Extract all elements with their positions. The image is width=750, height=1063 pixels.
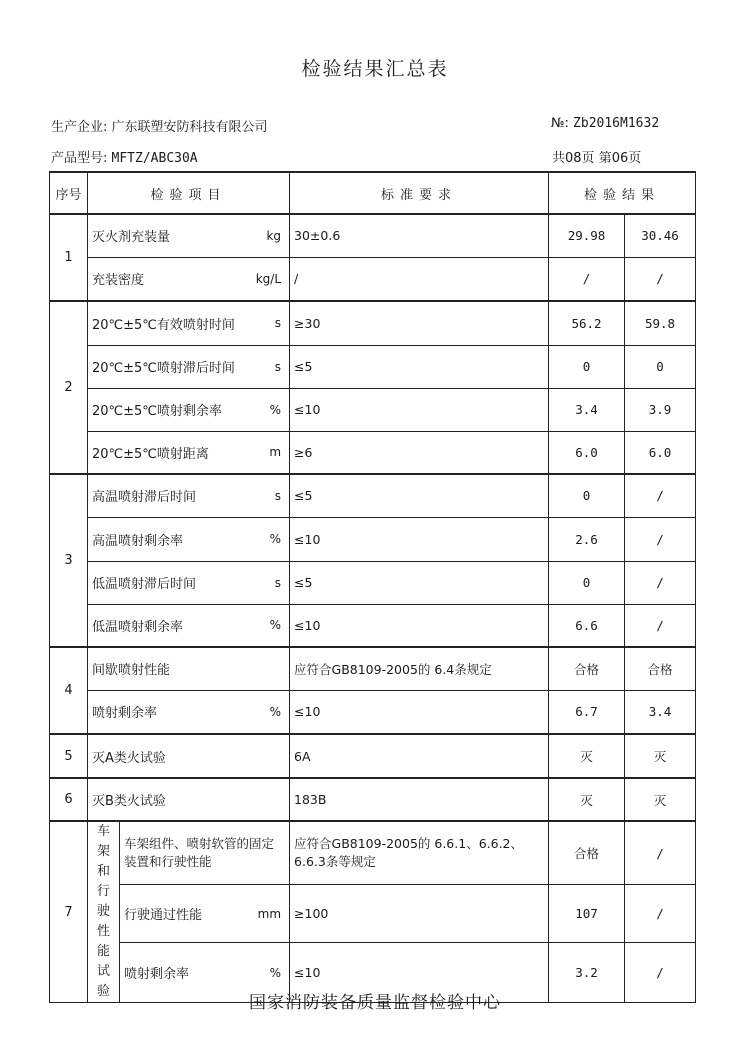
result-sample-2: / — [625, 821, 696, 885]
total-pages: 共08页 — [552, 151, 595, 166]
issuer-name: 国家消防装备质量监督检验中心 — [249, 993, 501, 1013]
result-sample-2: / — [625, 885, 696, 943]
results-table — [49, 171, 696, 1003]
item-cell — [88, 388, 290, 431]
item-unit: % — [269, 402, 282, 417]
result-sample-1: 29.98 — [549, 214, 625, 257]
item-cell — [88, 690, 290, 734]
seq-number: 3 — [50, 474, 88, 647]
table-row — [50, 821, 696, 885]
seq-number: 7 — [50, 821, 88, 1003]
item-cell — [88, 561, 290, 604]
result-sample-2: 灭 — [625, 778, 696, 821]
result-sample-1: 107 — [549, 885, 625, 943]
requirement-cell: ≥30 — [290, 301, 549, 345]
item-cell — [120, 821, 290, 885]
result-sample-2: / — [625, 604, 696, 647]
item-cell — [88, 778, 290, 821]
model-line — [51, 147, 198, 166]
item-cell — [88, 647, 290, 690]
result-sample-2: 30.46 — [625, 214, 696, 257]
item-name: 喷射剩余率 — [92, 706, 158, 722]
header-row — [50, 172, 696, 214]
seq-number: 2 — [50, 301, 88, 474]
item-unit: s — [274, 316, 282, 331]
item-unit: % — [269, 965, 282, 980]
requirement-cell: ≥100 — [290, 885, 549, 943]
table-row — [50, 517, 696, 561]
item-cell — [88, 517, 290, 561]
item-unit: m — [269, 445, 282, 460]
requirement-cell: / — [290, 257, 549, 301]
requirement-cell: ≤5 — [290, 345, 549, 388]
item-unit: s — [274, 359, 282, 374]
table-row — [50, 388, 696, 431]
report-number-line — [551, 116, 659, 131]
item-unit: % — [269, 704, 282, 719]
item-cell — [120, 885, 290, 943]
table-row — [50, 345, 696, 388]
results-table-body — [50, 172, 696, 1003]
item-unit: s — [274, 575, 282, 590]
item-cell — [88, 301, 290, 345]
result-sample-2: / — [625, 517, 696, 561]
item-unit: kg/L — [255, 271, 282, 286]
result-sample-1: 合格 — [549, 647, 625, 690]
requirement-cell: ≤5 — [290, 474, 549, 517]
company-line — [51, 116, 268, 135]
table-row — [50, 604, 696, 647]
result-sample-2: 0 — [625, 345, 696, 388]
requirement-cell: 6A — [290, 734, 549, 778]
result-sample-2: / — [625, 257, 696, 301]
result-sample-2: / — [625, 474, 696, 517]
table-row — [50, 214, 696, 257]
model-label: 产品型号: — [51, 151, 108, 166]
result-sample-1: 0 — [549, 345, 625, 388]
item-name: 行驶通过性能 — [124, 908, 203, 924]
result-sample-2: 59.8 — [625, 301, 696, 345]
table-row — [50, 257, 696, 301]
item-cell — [88, 257, 290, 301]
item-cell — [88, 431, 290, 474]
item-cell — [88, 214, 290, 257]
item-name: 20℃±5℃喷射剩余率 — [92, 404, 222, 419]
result-sample-2: / — [625, 561, 696, 604]
item-cell — [88, 734, 290, 778]
requirement-cell: 应符合GB8109-2005的 6.4条规定 — [290, 647, 549, 690]
item-cell — [88, 604, 290, 647]
result-sample-2: / — [625, 943, 696, 1003]
requirement-cell: ≤10 — [290, 690, 549, 734]
seq-number: 4 — [50, 647, 88, 734]
report-number-label: №: — [551, 116, 569, 131]
item-name: 低温喷射剩余率 — [92, 619, 184, 635]
result-sample-1: 2.6 — [549, 517, 625, 561]
item-name: 高温喷射滞后时间 — [92, 490, 197, 506]
item-name: 灭A类火试验 — [92, 750, 166, 766]
item-name: 20℃±5℃有效喷射时间 — [92, 317, 235, 333]
page-count-line — [552, 147, 641, 166]
table-row — [50, 431, 696, 474]
seq-number: 1 — [50, 214, 88, 301]
item-name: 20℃±5℃喷射滞后时间 — [92, 361, 235, 376]
result-sample-1: / — [549, 257, 625, 301]
report-number: Zb2016M1632 — [573, 116, 660, 131]
requirement-cell: 应符合GB8109-2005的 6.6.1、6.6.2、6.6.3条等规定 — [290, 821, 549, 885]
seq-number: 5 — [50, 734, 88, 778]
item-cell — [88, 474, 290, 517]
result-sample-1: 6.0 — [549, 431, 625, 474]
item-name: 车架组件、喷射软管的固定装置和行驶性能 — [124, 836, 275, 870]
item-unit: mm — [257, 906, 282, 921]
result-sample-1: 3.2 — [549, 943, 625, 1003]
header-result: 检验结果 — [549, 172, 696, 214]
table-row — [50, 690, 696, 734]
requirement-cell: 183B — [290, 778, 549, 821]
requirement-cell: ≤10 — [290, 388, 549, 431]
item-name: 低温喷射滞后时间 — [92, 577, 197, 592]
item-cell — [88, 345, 290, 388]
item-unit: kg — [266, 228, 282, 243]
model-number: MFTZ/ABC30A — [111, 151, 198, 166]
table-row — [50, 778, 696, 821]
result-sample-1: 灭 — [549, 734, 625, 778]
item-name: 间歇喷射性能 — [92, 663, 171, 679]
header-requirement: 标准要求 — [290, 172, 549, 214]
result-sample-1: 56.2 — [549, 301, 625, 345]
result-sample-1: 合格 — [549, 821, 625, 885]
table-row — [50, 561, 696, 604]
result-sample-2: 3.9 — [625, 388, 696, 431]
result-sample-2: 合格 — [625, 647, 696, 690]
item-unit: % — [269, 618, 282, 633]
item-name: 灭B类火试验 — [92, 794, 166, 809]
result-sample-1: 6.6 — [549, 604, 625, 647]
company-label: 生产企业: — [51, 120, 108, 135]
table-row — [50, 301, 696, 345]
table-row — [50, 647, 696, 690]
item-name: 充装密度 — [92, 273, 145, 289]
header-item: 检验项目 — [88, 172, 290, 214]
item-name: 灭火剂充装量 — [92, 230, 171, 246]
current-page: 第06页 — [598, 151, 642, 166]
table-row — [50, 734, 696, 778]
result-sample-2: 3.4 — [625, 690, 696, 734]
result-sample-1: 0 — [549, 474, 625, 517]
result-sample-1: 灭 — [549, 778, 625, 821]
table-row — [50, 885, 696, 943]
requirement-cell: ≥6 — [290, 431, 549, 474]
requirement-cell: ≤5 — [290, 561, 549, 604]
item-name: 20℃±5℃喷射距离 — [92, 446, 209, 462]
seq-number: 6 — [50, 778, 88, 821]
result-sample-1: 0 — [549, 561, 625, 604]
header-seq: 序号 — [50, 172, 88, 214]
company-name: 广东联塑安防科技有限公司 — [111, 120, 268, 135]
item-unit: % — [269, 532, 282, 546]
requirement-cell: ≤10 — [290, 943, 549, 1003]
result-sample-2: 6.0 — [625, 431, 696, 474]
page-title: 检验结果汇总表 — [301, 58, 449, 80]
requirement-cell: 30±0.6 — [290, 214, 549, 257]
group-label: 车架和行驶性能试验 — [88, 821, 120, 1003]
result-sample-1: 3.4 — [549, 388, 625, 431]
item-name: 喷射剩余率 — [124, 967, 190, 983]
item-name: 高温喷射剩余率 — [92, 533, 184, 549]
item-unit: s — [274, 488, 282, 503]
table-row — [50, 474, 696, 517]
result-sample-1: 6.7 — [549, 690, 625, 734]
result-sample-2: 灭 — [625, 734, 696, 778]
requirement-cell: ≤10 — [290, 517, 549, 561]
requirement-cell: ≤10 — [290, 604, 549, 647]
